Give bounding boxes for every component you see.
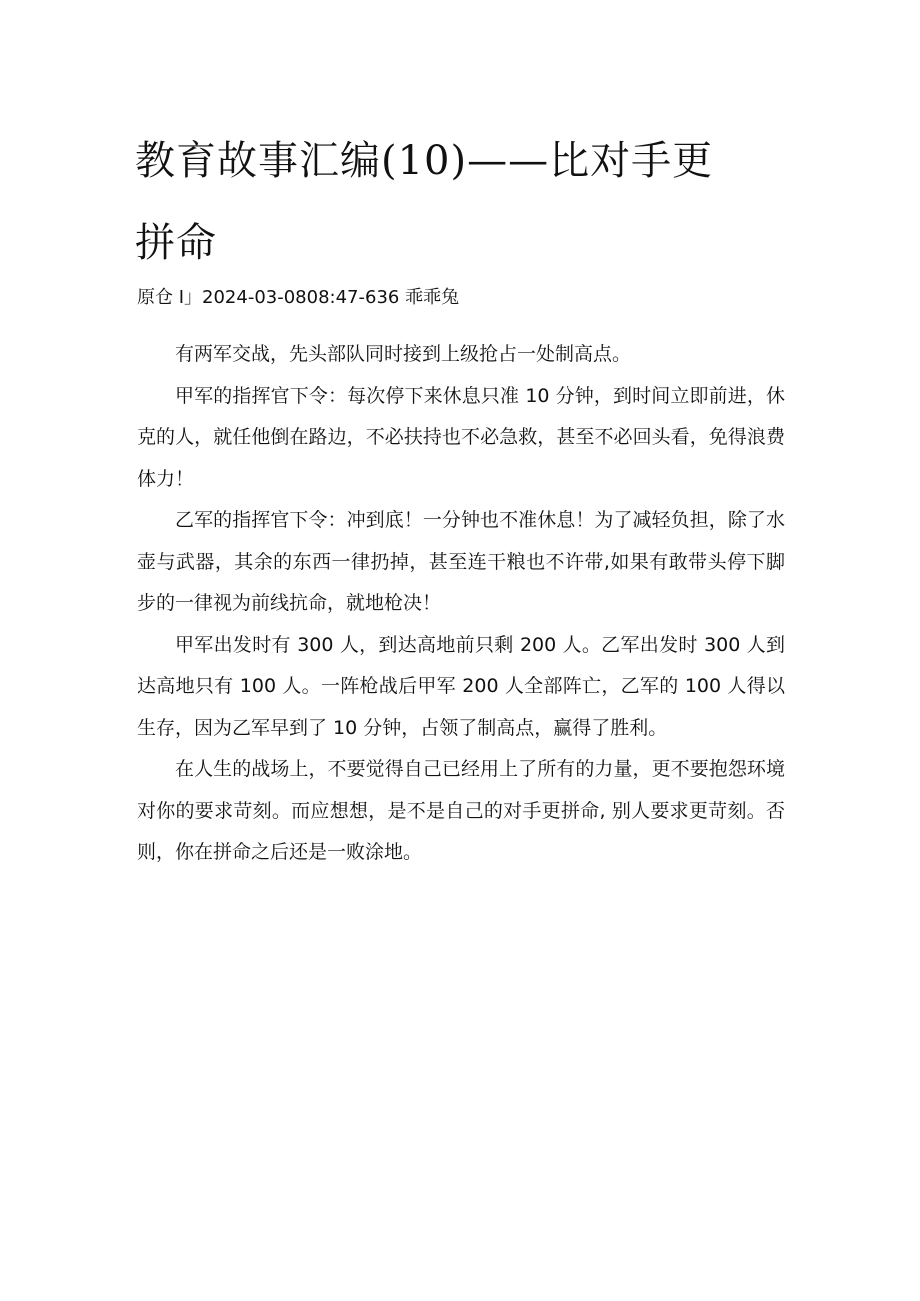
article-meta: 原仓 I」2024-03-0808:47-636 乖乖兔 — [137, 287, 460, 308]
article-paragraph: 甲军出发时有 300 人，到达高地前只剩 200 人。乙军出发时 300 人到达高地只有 100 人。一阵枪战后甲军 200 人全部阵亡，乙军的 100 人得以生存，因为乙军早到了 10 分钟，占领了制高点，赢得了胜利。 — [137, 633, 785, 739]
article-paragraph: 甲军的指挥官下令：每次停下来休息只准 10 分钟，到时间立即前进，休克的人，就任他倒在路边，不必扶持也不必急救，甚至不必回头看，免得浪费体力！ — [137, 384, 785, 490]
article-body — [137, 334, 785, 874]
article-paragraph: 在人生的战场上，不要觉得自己已经用上了所有的力量，更不要抱怨环境对你的要求苛刻。而应想想，是不是自己的对手更拼命, 别人要求更苛刻。否则，你在拼命之后还是一败涂地。 — [137, 758, 785, 863]
article-paragraph: 有两军交战，先头部队同时接到上级抢占一处制高点。 — [175, 343, 632, 365]
article-title: 教育故事汇编(10)——比对手更拼命 — [135, 138, 714, 266]
article-paragraph: 乙军的指挥官下令：冲到底！一分钟也不准休息！为了减轻负担，除了水壶与武器，其余的东西一律扔掉，甚至连干粮也不许带,如果有敢带头停下脚步的一律视为前线抗命，就地枪决！ — [137, 509, 785, 614]
